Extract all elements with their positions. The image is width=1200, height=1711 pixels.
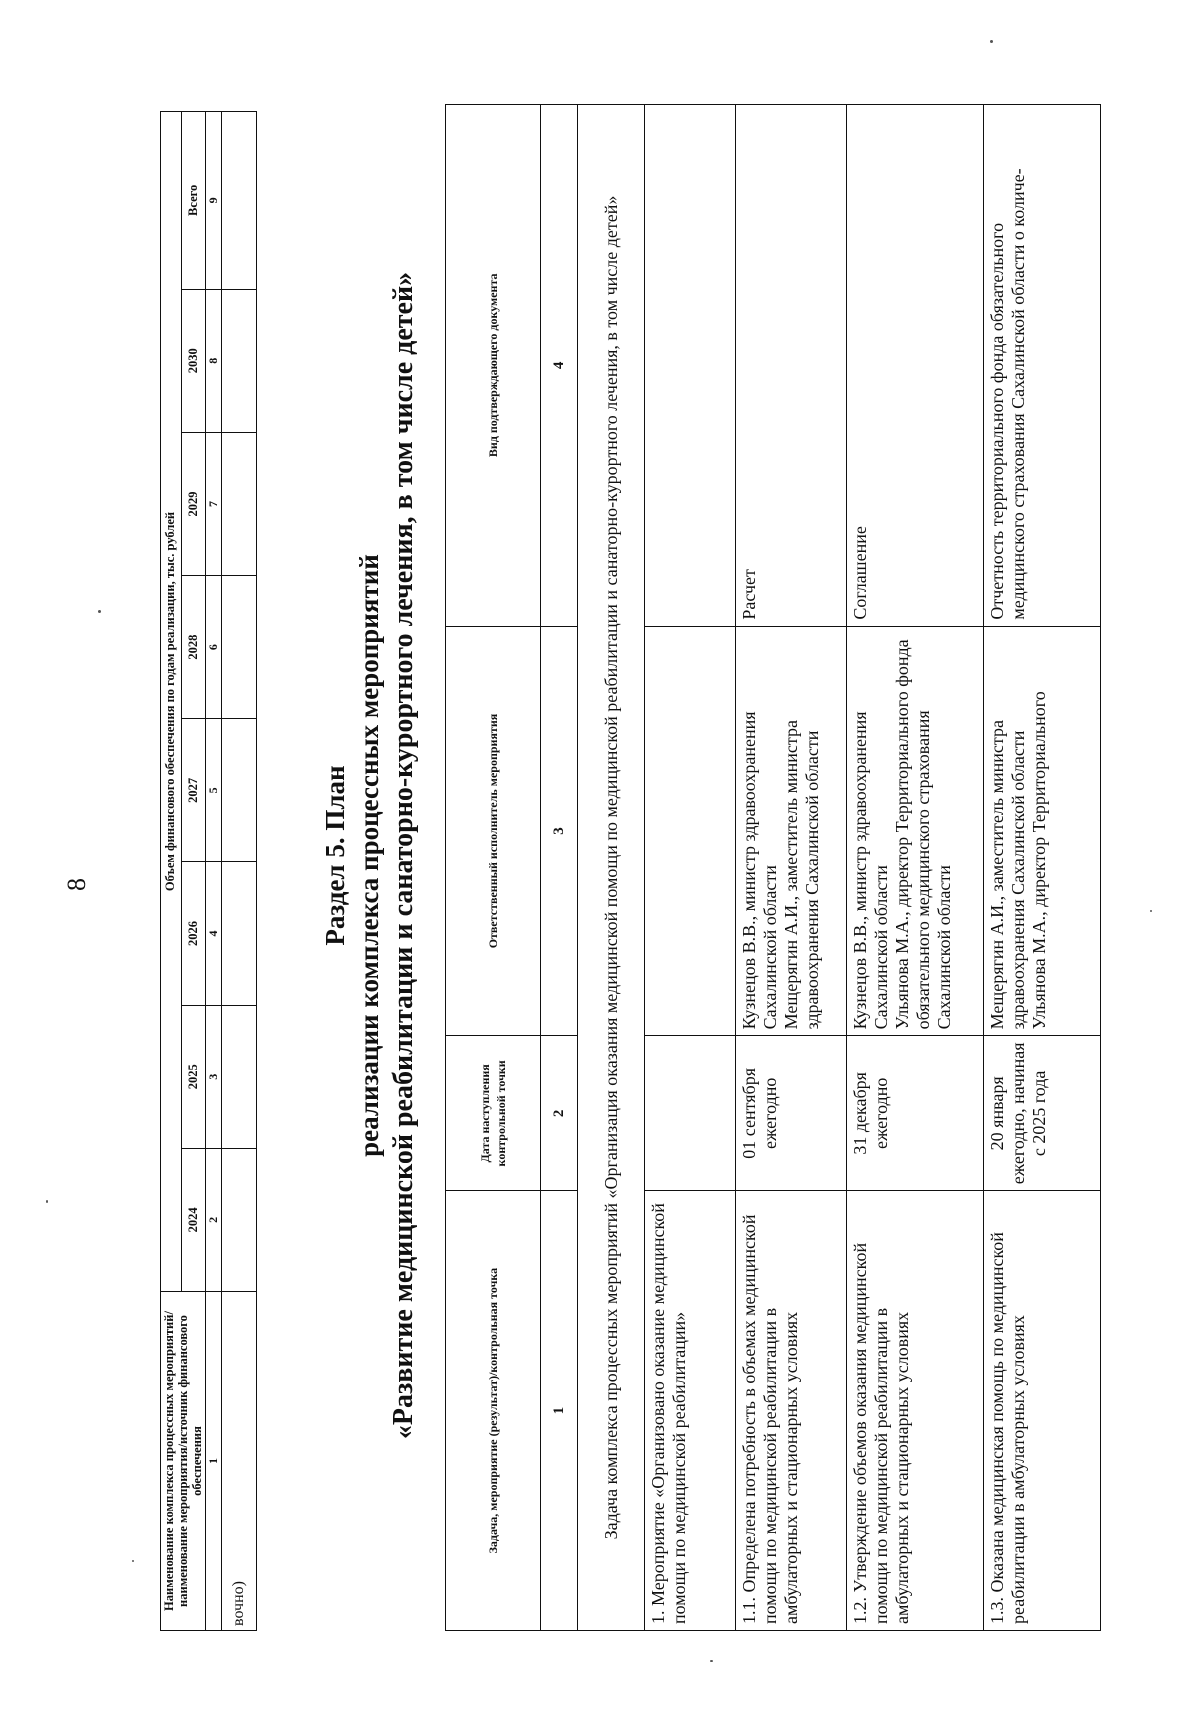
row-date: 01 сентября ежегодно <box>736 1036 847 1191</box>
funding-cell <box>222 112 257 290</box>
section-name: «Развитие медицинской реабилитации и санаторно-курортного лечения, в том числе детей» <box>388 271 419 1440</box>
table-row <box>645 105 736 1631</box>
total-header: Всего <box>181 112 205 290</box>
row-responsible: Кузнецов В.В., министр здравоохранения Сахалинской области Ульянова М.А., директор Территориального фонда обязательного медицинского страхования Сахалинской области <box>847 626 984 1036</box>
task-row: Задача комплекса процессных мероприятий «Организация оказания медицинской помощи по медицинской реабилитации и санаторно-курортного лечения, в том числе детей» <box>578 105 645 1631</box>
row-item: 1. Мероприятие «Организовано оказание медицинской помощи по медицинской реабилитации» <box>645 1191 736 1631</box>
table-row <box>736 105 847 1631</box>
funding-cell <box>222 432 257 575</box>
column-number: 9 <box>206 112 222 290</box>
funding-cell <box>222 289 257 432</box>
row-item: 1.1. Определена потребность в объемах медицинской помощи по медицинской реабилитации в амбулаторных и стационарных условиях <box>736 1191 847 1631</box>
column-number: 5 <box>206 719 222 862</box>
column-number: 2 <box>541 1036 578 1191</box>
column-number: 8 <box>206 289 222 432</box>
plan-header-task: Задача, мероприятие (результат)/контрольная точка <box>446 1191 541 1631</box>
column-number: 2 <box>206 1148 222 1291</box>
table-row <box>847 105 984 1631</box>
plan-header-responsible: Ответственный исполнитель мероприятия <box>446 626 541 1036</box>
funding-cell <box>222 719 257 862</box>
page-number: 8 <box>62 878 91 891</box>
funding-name-header: Наименование комплекса процессных мероприятий/наименование мероприятия/источник финансового обеспечения <box>161 1292 206 1631</box>
column-number: 3 <box>541 626 578 1036</box>
funding-cell <box>222 862 257 1005</box>
row-document <box>645 105 736 627</box>
plan-header-date: Дата наступления контрольной точки <box>446 1036 541 1191</box>
plan-header-document: Вид подтверждающего документа <box>446 105 541 627</box>
column-number: 1 <box>206 1292 222 1631</box>
funding-row-label: вочно) <box>222 1292 257 1631</box>
row-responsible <box>645 626 736 1036</box>
row-document: Соглашение <box>847 105 984 627</box>
column-number: 6 <box>206 576 222 719</box>
section-title: Раздел 5. План <box>320 765 350 946</box>
funding-table <box>160 111 257 1631</box>
funding-cell <box>222 1148 257 1291</box>
table-row <box>984 105 1101 1631</box>
year-header: 2028 <box>181 576 205 719</box>
row-responsible: Кузнецов В.В., министр здравоохранения Сахалинской области Мещерягин А.И., заместитель министра здравоохранения Сахалинской области <box>736 626 847 1036</box>
funding-cell <box>222 576 257 719</box>
year-header: 2024 <box>181 1148 205 1291</box>
year-header: 2029 <box>181 432 205 575</box>
year-header: 2025 <box>181 1005 205 1148</box>
row-document: Отчетность территориального фонда обязательного медицинского страхования Сахалинской области о количе- <box>984 105 1101 627</box>
column-number: 1 <box>541 1191 578 1631</box>
column-number: 7 <box>206 432 222 575</box>
column-number: 4 <box>541 105 578 627</box>
row-date: 31 декабря ежегодно <box>847 1036 984 1191</box>
year-header: 2030 <box>181 289 205 432</box>
row-date <box>645 1036 736 1191</box>
funding-volume-header: Объем финансового обеспечения по годам реализации, тыс. рублей <box>161 112 182 1292</box>
row-item: 1.2. Утверждение объемов оказания медицинской помощи по медицинской реабилитации в амбулаторных и стационарных условиях <box>847 1191 984 1631</box>
row-item: 1.3. Оказана медицинская помощь по медицинской реабилитации в амбулаторных условиях <box>984 1191 1101 1631</box>
year-header: 2027 <box>181 719 205 862</box>
row-date: 20 января ежегодно, начиная с 2025 года <box>984 1036 1101 1191</box>
funding-cell <box>222 1005 257 1148</box>
section-subtitle: реализации комплекса процессных мероприятий <box>354 554 384 1157</box>
plan-table <box>445 104 1101 1631</box>
column-number: 4 <box>206 862 222 1005</box>
row-document: Расчет <box>736 105 847 627</box>
column-number: 3 <box>206 1005 222 1148</box>
year-header: 2026 <box>181 862 205 1005</box>
row-responsible: Мещерягин А.И., заместитель министра здравоохранения Сахалинской области Ульянова М.А., директор Территориального <box>984 626 1101 1036</box>
